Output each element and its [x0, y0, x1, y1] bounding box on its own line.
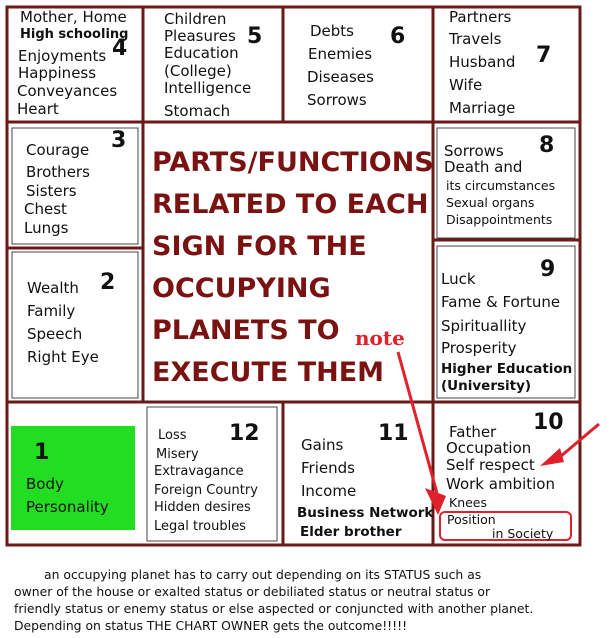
house9-item: Prosperity	[441, 339, 517, 357]
house6-number: 6	[390, 24, 406, 49]
house4-item: Conveyances	[17, 82, 118, 100]
center-title-line: PLANETS TO	[152, 315, 340, 346]
house5-item: Intelligence	[164, 79, 252, 97]
house11-number: 11	[378, 421, 409, 446]
house6-item: Enemies	[308, 45, 373, 63]
house10-number: 10	[533, 410, 564, 435]
house5-item: Pleasures	[164, 27, 236, 45]
house12-item: Legal troubles	[154, 519, 246, 534]
center-title-line: RELATED TO EACH	[152, 189, 429, 220]
center-title	[152, 142, 437, 394]
house4-item: Mother, Home	[20, 8, 127, 26]
house3-item: Brothers	[26, 163, 90, 181]
house11-item: Income	[301, 482, 357, 500]
house4-item: Happiness	[18, 64, 97, 82]
house2-number: 2	[100, 270, 116, 295]
house2-item: Wealth	[27, 279, 79, 297]
house9-item: Higher Education	[441, 361, 573, 377]
house12-item: Extravagance	[154, 464, 244, 479]
house11-item: Business Network	[297, 505, 434, 521]
house3-item: Courage	[26, 141, 90, 159]
center-title-line: SIGN FOR THE	[152, 231, 367, 262]
house5-item: Children	[164, 10, 227, 28]
house6-item: Debts	[310, 22, 354, 40]
footer-line: owner of the house or exalted status or debiliated status or neutral status or	[14, 584, 491, 599]
house7-item: Partners	[449, 8, 512, 26]
house5-item: Education	[164, 44, 239, 62]
house8-number: 8	[539, 133, 555, 158]
house12-item: Hidden desires	[154, 500, 251, 515]
house3-number: 3	[111, 128, 127, 153]
house5-item: (College)	[164, 62, 232, 80]
footer-note	[14, 566, 610, 634]
center-title-line: EXECUTE THEM	[152, 357, 385, 388]
house7-item: Husband	[449, 53, 516, 71]
footer-line: Depending on status THE CHART OWNER gets the outcome!!!!!	[14, 618, 408, 633]
house2-item: Family	[27, 302, 76, 320]
house8-item: Sexual organs	[446, 195, 535, 210]
house3-item: Lungs	[24, 219, 69, 237]
house4-item: Heart	[17, 100, 59, 118]
house3-item: Chest	[24, 200, 67, 218]
house5-item: Stomach	[164, 102, 231, 120]
house12-item: Foreign Country	[154, 483, 258, 498]
house10-item: Work ambition	[446, 475, 555, 493]
house3-item: Sisters	[26, 182, 77, 200]
house8-item: Death and	[444, 158, 523, 176]
house6-item: Diseases	[307, 68, 374, 86]
house7-item: Wife	[449, 76, 483, 94]
house6-item: Sorrows	[307, 91, 367, 109]
house4-item: Enjoyments	[18, 47, 107, 65]
house4-item: High schooling	[20, 27, 129, 42]
house12-number: 12	[229, 421, 260, 446]
house9-item: (University)	[441, 378, 532, 394]
house10-item: Father	[449, 423, 497, 441]
house12-item: Misery	[156, 447, 199, 462]
house10-item: Self respect	[446, 456, 535, 474]
house9-item: Luck	[441, 270, 476, 288]
house12-item: Loss	[158, 428, 187, 443]
house5-number: 5	[247, 24, 263, 49]
footer-line: an occupying planet has to carry out depending on its STATUS such as	[44, 567, 482, 582]
house8-item: its circumstances	[446, 178, 556, 193]
self-respect-arrow-head	[540, 448, 564, 466]
house11-item: Gains	[301, 436, 344, 454]
house2-item: Right Eye	[27, 348, 99, 366]
house7-number: 7	[536, 43, 552, 68]
house1-number: 1	[34, 440, 50, 465]
center-title-line: OCCUPYING	[152, 273, 331, 304]
house10-item: Knees	[449, 495, 488, 510]
house9-number: 9	[540, 257, 556, 282]
house7-item: Travels	[449, 30, 502, 48]
house9-item: Fame & Fortune	[441, 293, 561, 311]
house10-item: Occupation	[446, 439, 532, 457]
house8-item: Sorrows	[444, 142, 504, 160]
house1-item: Body	[26, 475, 64, 493]
house8-item: Disappointments	[446, 212, 553, 227]
house11-item: Friends	[301, 459, 355, 477]
note-label: note	[355, 326, 405, 350]
house2-item: Speech	[27, 325, 83, 343]
house9-item: Spirituallity	[441, 317, 527, 335]
house4-number: 4	[112, 36, 128, 61]
house1-item: Personality	[26, 498, 109, 516]
center-title-line: PARTS/FUNCTIONS	[152, 147, 434, 178]
house11-item: Elder brother	[300, 524, 402, 540]
house10-item: Position	[447, 512, 496, 527]
footer-line: friendly status or enemy status or else aspected or conjuncted with another planet.	[14, 601, 534, 616]
house10-item: in Society	[492, 526, 554, 541]
house7-item: Marriage	[449, 99, 516, 117]
